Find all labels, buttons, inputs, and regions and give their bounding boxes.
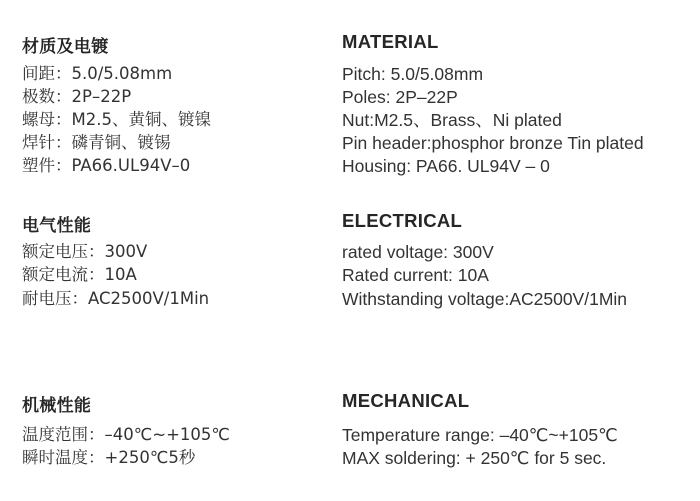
nut-line-cn: 螺母：M2.5、黄铜、镀镍: [22, 110, 211, 129]
withstanding-voltage-line-en: Withstanding voltage:AC2500V/1Min: [342, 289, 628, 309]
pin-line-cn: 焊针：磷青铜、镀锡: [22, 133, 171, 152]
mechanical-heading-en: MECHANICAL: [342, 390, 470, 411]
temperature-line-cn: 温度范围：–40℃~+105℃: [22, 425, 230, 444]
rated-current-line-cn: 额定电流：10A: [22, 265, 137, 284]
nut-line-en: Nut:M2.5、Brass、Ni plated: [342, 110, 562, 130]
housing-line-cn: 塑件：PA66.UL94V–0: [22, 156, 191, 175]
mechanical-heading-cn: 机械性能: [22, 396, 92, 416]
soldering-line-cn: 瞬时温度：+250℃5秒: [22, 448, 196, 467]
material-heading-cn: 材质及电镀: [22, 37, 109, 57]
pitch-line-cn: 间距：5.0/5.08mm: [22, 64, 173, 83]
poles-line-cn: 极数：2P–22P: [22, 87, 132, 106]
rated-voltage-line-en: rated voltage: 300V: [342, 242, 494, 262]
pitch-line-en: Pitch: 5.0/5.08mm: [342, 64, 484, 84]
material-heading-en: MATERIAL: [342, 31, 439, 52]
electrical-heading-en: ELECTRICAL: [342, 210, 463, 231]
electrical-heading-cn: 电气性能: [22, 216, 92, 236]
soldering-line-en: MAX soldering: + 250℃ for 5 sec.: [342, 448, 607, 468]
pin-header-line-en: Pin header:phosphor bronze Tin plated: [342, 133, 644, 153]
withstanding-voltage-line-cn: 耐电压：AC2500V/1Min: [22, 289, 210, 308]
rated-current-line-en: Rated current: 10A: [342, 265, 489, 285]
rated-voltage-line-cn: 额定电压：300V: [22, 242, 148, 261]
housing-line-en: Housing: PA66. UL94V – 0: [342, 156, 550, 176]
temperature-line-en: Temperature range: –40℃~+105℃: [342, 425, 618, 445]
poles-line-en: Poles: 2P–22P: [342, 87, 458, 107]
